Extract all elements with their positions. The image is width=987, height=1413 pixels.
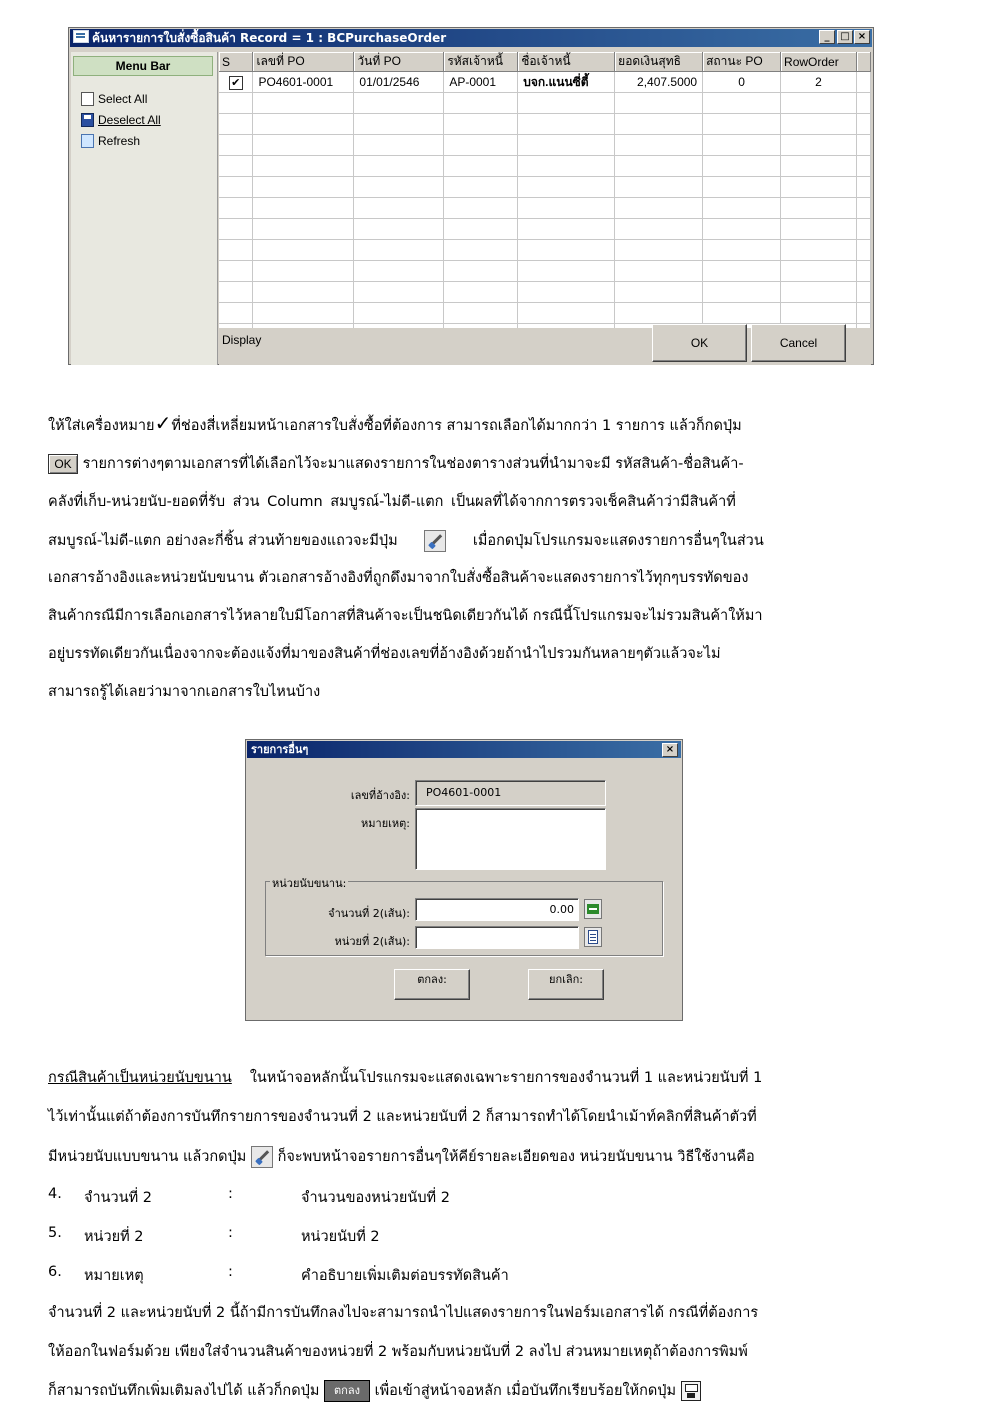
paragraph-line: สามารถรู้ได้เลยว่ามาจากเอกสารใบไหนบ้าง: [48, 684, 321, 700]
detail-tool-icon: [424, 530, 446, 552]
parallel-unit-group-label: หน่วยนับขนาน:: [270, 874, 348, 892]
empty-table-row[interactable]: [219, 240, 871, 261]
reference-label: เลขที่อ้างอิง:: [350, 789, 410, 802]
ok-button-image: OK: [48, 454, 78, 474]
note-textarea[interactable]: [415, 808, 606, 870]
note-label: หมายเหตุ:: [361, 817, 410, 830]
dialog-title: รายการอื่นๆ: [251, 743, 309, 756]
check-mark-icon: ✓: [154, 411, 172, 435]
row-order-cell: 2: [781, 72, 857, 93]
paragraph-line: อยู่บรรทัดเดียวกันเนื่องจากจะต้องแจ้งที่มาของสินค้าที่ช่องเลขที่อ้างอิงด้วยถ้านำไปรวมกันหลายๆตัวแล้วจะไม่: [48, 646, 721, 662]
paragraph-line: ให้ออกในฟอร์มด้วย เพียงใส่จำนวนสินค้าของหน่วยที่ 2 พร้อมกับหน่วยนับที่ 2 ลงไป ส่วนหมายเหตุถ้าต้องการพิมพ์: [48, 1344, 748, 1360]
cancel-button[interactable]: ยกเลิก:: [528, 969, 604, 1000]
po-date-cell: 01/01/2546: [354, 72, 444, 93]
paragraph-line: กรณีสินค้าเป็นหน่วยนับขนาน ในหน้าจอหลักนั้นโปรแกรมจะแสดงเฉพาะรายการของจำนวนที่ 1 และหน่วยนับที่ 1: [48, 1070, 763, 1086]
po-table: [219, 52, 871, 345]
detail-tool-icon: [251, 1146, 273, 1168]
po-status-cell: 0: [703, 72, 781, 93]
paragraph-line: ก็สามารถบันทึกเพิ่มเติมลงไปได้ แล้วก็กดปุ่ม ตกลง เพื่อเข้าสู่หน้าจอหลัก เมื่อบันทึกเรียบร้อยให้กดปุ่ม: [48, 1380, 701, 1402]
status-bar: [219, 328, 871, 365]
column-header[interactable]: สถานะ PO: [703, 52, 781, 72]
po-number-cell: PO4601-0001: [253, 72, 354, 93]
empty-table-row[interactable]: [219, 282, 871, 303]
creditor-name-cell: บจก.แนนซี่ตี้: [518, 72, 615, 93]
empty-table-row[interactable]: [219, 198, 871, 219]
ok-button[interactable]: OK: [652, 324, 747, 362]
save-icon: [81, 113, 94, 127]
column-header[interactable]: เลขที่ PO: [253, 52, 354, 72]
net-amount-cell: 2,407.5000: [615, 72, 703, 93]
grid-app-icon: [73, 30, 89, 43]
creditor-code-cell: AP-0001: [444, 72, 518, 93]
unit2-label: หน่วยที่ 2(เส้น):: [334, 935, 410, 948]
column-header[interactable]: RowOrder: [781, 52, 857, 72]
empty-table-row[interactable]: [219, 114, 871, 135]
page-icon: [81, 92, 94, 106]
save-icon: [681, 1381, 701, 1401]
menu-bar-panel: [71, 52, 218, 365]
close-button[interactable]: ×: [854, 30, 870, 44]
po-grid: [219, 52, 871, 347]
paragraph-line: ให้ใส่เครื่องหมาย✓ที่ช่องสี่เหลี่ยมหน้าเอกสารใบสั่งซื้อที่ต้องการ สามารถเลือกได้มากกว่า 1 รายการ แล้วก็กดปุ่ม: [48, 411, 742, 435]
menu-bar-title: Menu Bar: [73, 56, 213, 76]
table-row[interactable]: [219, 72, 871, 93]
maximize-button[interactable]: □: [837, 30, 853, 44]
paragraph-line: สมบูรณ์-ไม่ดี-แตก อย่างละกี่ชิ้น ส่วนท้ายของแถวจะมีปุ่ม เมื่อกดปุ่มโปรแกรมจะแสดงรายการอื่นๆในส่วน: [48, 530, 764, 552]
column-header[interactable]: วันที่ PO: [354, 52, 444, 72]
window-title-bar: [70, 29, 872, 47]
column-header[interactable]: ชื่อเจ้าหนี้: [518, 52, 615, 72]
paragraph-line: OK รายการต่างๆตามเอกสารที่ได้เลือกไว้จะมาแสดงรายการในช่องตารางส่วนที่นำมาจะมี รหัสสินค้า-ชื่อสินค้า-: [48, 454, 744, 474]
cancel-button[interactable]: Cancel: [751, 324, 846, 362]
select-all-menu-item[interactable]: Select All: [81, 90, 147, 108]
close-button[interactable]: ×: [662, 743, 678, 757]
column-header[interactable]: ยอดเงินสุทธิ: [615, 52, 703, 72]
status-label: Display: [222, 333, 262, 347]
minimize-button[interactable]: _: [819, 30, 835, 44]
empty-table-row[interactable]: [219, 93, 871, 114]
purchase-order-search-window: [68, 27, 874, 365]
reference-field: PO4601-0001: [415, 780, 606, 806]
window-title: ค้นหารายการใบสั่งซื้อสินค้า Record = 1 : BCPurchaseOrder: [92, 31, 447, 45]
paragraph-line: จำนวนที่ 2 และหน่วยนับที่ 2 นี้ถ้ามีการบันทึกลงไปจะสามารถนำไปแสดงรายการในฟอร์มเอกสารได้ กรณีที่ต้องการ: [48, 1305, 759, 1321]
paragraph-line: ไว้เท่านั้นแต่ถ้าต้องการบันทึกรายการของจำนวนที่ 2 และหน่วยนับที่ 2 ก็สามารถทำได้โดยนำเม้าท์คลิกที่สินค้าตัวที่: [48, 1109, 757, 1125]
paragraph-line: คลังที่เก็บ-หน่วยนับ-ยอดที่รับ ส่วน Column สมบูรณ์-ไม่ดี-แตก เป็นผลที่ได้จากการตรวจเช็คสินค้าว่ามีสินค้าที่: [48, 494, 736, 510]
row-checkbox[interactable]: ✔: [229, 76, 243, 90]
confirm-button-image: ตกลง: [324, 1380, 370, 1402]
empty-table-row[interactable]: [219, 177, 871, 198]
paragraph-line: มีหน่วยนับแบบขนาน แล้วกดปุ่ม ก็จะพบหน้าจอรายการอื่นๆให้คีย์รายละเอียดของ หน่วยนับขนาน วิธีใช้งานคือ: [48, 1146, 755, 1168]
empty-table-row[interactable]: [219, 261, 871, 282]
qty2-label: จำนวนที่ 2(เส้น):: [328, 907, 410, 920]
dialog-title-bar: [247, 741, 681, 758]
section-heading: กรณีสินค้าเป็นหน่วยนับขนาน: [48, 1070, 232, 1086]
confirm-button[interactable]: ตกลง:: [394, 969, 470, 1000]
empty-table-row[interactable]: [219, 219, 871, 240]
column-header[interactable]: รหัสเจ้าหนี้: [444, 52, 518, 72]
paragraph-line: สินค้ากรณีมีการเลือกเอกสารไว้หลายใบมีโอกาสที่สินค้าจะเป็นชนิดเดียวกันได้ กรณีนี้โปรแกรมจะไม่รวมสินค้าให้มา: [48, 608, 763, 624]
empty-table-row[interactable]: [219, 303, 871, 324]
refresh-icon: [81, 134, 94, 148]
paragraph-line: เอกสารอ้างอิงและหน่วยนับขนาน ตัวเอกสารอ้างอิงที่ถูกดึงมาจากใบสั่งซื้อสินค้าจะแสดงรายการไว้ทุกๆบรรทัดของ: [48, 570, 749, 586]
lookup-document-icon[interactable]: [584, 927, 602, 947]
empty-table-row[interactable]: [219, 135, 871, 156]
column-header[interactable]: S: [219, 52, 253, 72]
other-items-dialog: [245, 739, 683, 1021]
refresh-menu-item[interactable]: Refresh: [81, 132, 140, 150]
deselect-all-menu-item[interactable]: Deselect All: [81, 111, 161, 129]
qty2-input[interactable]: 0.00: [415, 898, 579, 921]
calculator-icon[interactable]: [584, 899, 602, 919]
table-header-row: [219, 52, 871, 72]
unit2-input[interactable]: [415, 926, 579, 949]
empty-table-row[interactable]: [219, 156, 871, 177]
